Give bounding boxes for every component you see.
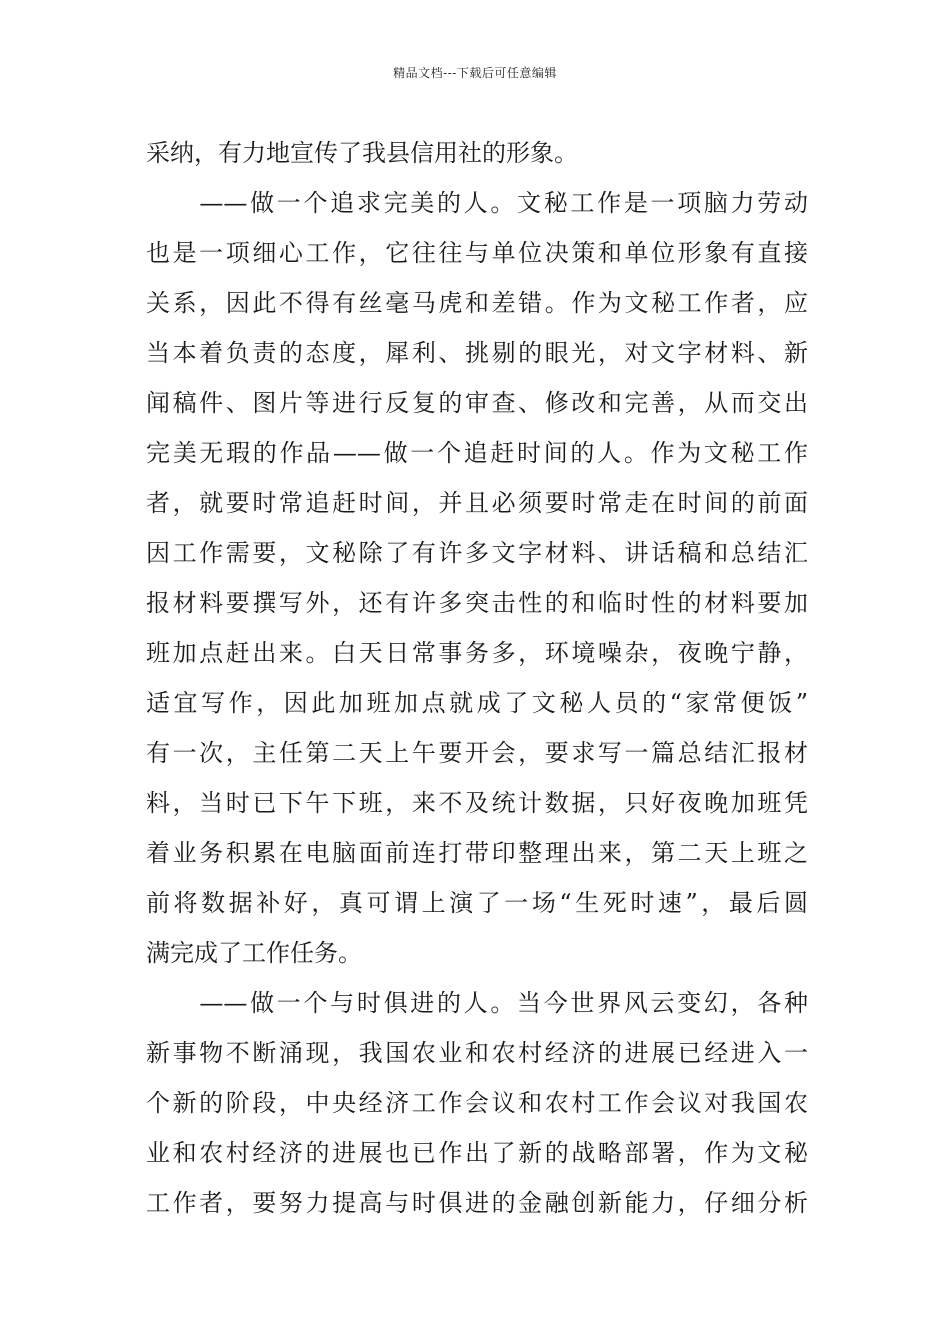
text-line: 采纳，有力地宣传了我县信用社的形象。 [146, 139, 578, 167]
text-line: 着业务积累在电脑面前连打带印整理出来，第二天上班之 [146, 839, 808, 867]
text-line: 当本着负责的态度，犀利、挑剔的眼光，对文字材料、新 [146, 339, 808, 367]
page-header: 精品文档---下载后可任意编辑 [393, 66, 557, 80]
document-body [146, 128, 808, 1228]
text-line: 工作者，要努力提高与时俱进的金融创新能力，仔细分析 [146, 1189, 808, 1217]
text-line: 完美无瑕的作品——做一个追赶时间的人。作为文秘工作 [146, 439, 808, 467]
text-line: 闻稿件、图片等进行反复的审查、修改和完善，从而交出 [146, 389, 808, 417]
text-line: 因工作需要，文秘除了有许多文字材料、讲话稿和总结汇 [146, 539, 808, 567]
text-line: 业和农村经济的进展也已作出了新的战略部署，作为文秘 [146, 1139, 808, 1167]
text-line: 前将数据补好，真可谓上演了一场“生死时速”，最后圆 [146, 889, 808, 917]
text-line: ——做一个追求完美的人。文秘工作是一项脑力劳动 [146, 189, 808, 217]
text-line: 个新的阶段，中央经济工作会议和农村工作会议对我国农 [146, 1089, 808, 1117]
text-line: 者，就要时常追赶时间，并且必须要时常走在时间的前面 [146, 489, 808, 517]
text-line: 关系，因此不得有丝毫马虎和差错。作为文秘工作者，应 [146, 289, 808, 317]
text-line: 新事物不断涌现，我国农业和农村经济的进展已经进入一 [146, 1039, 808, 1067]
text-line: 适宜写作，因此加班加点就成了文秘人员的“家常便饭” [146, 689, 808, 717]
text-line: 报材料要撰写外，还有许多突击性的和临时性的材料要加 [146, 589, 808, 617]
text-line: 满完成了工作任务。 [146, 939, 362, 967]
text-line: 有一次，主任第二天上午要开会，要求写一篇总结汇报材 [146, 739, 808, 767]
text-line: ——做一个与时俱进的人。当今世界风云变幻，各种 [146, 989, 808, 1017]
text-line: 料，当时已下午下班，来不及统计数据，只好夜晚加班凭 [146, 789, 808, 817]
text-line: 也是一项细心工作，它往往与单位决策和单位形象有直接 [146, 239, 808, 267]
text-line: 班加点赶出来。白天日常事务多，环境噪杂，夜晚宁静， [146, 639, 808, 667]
